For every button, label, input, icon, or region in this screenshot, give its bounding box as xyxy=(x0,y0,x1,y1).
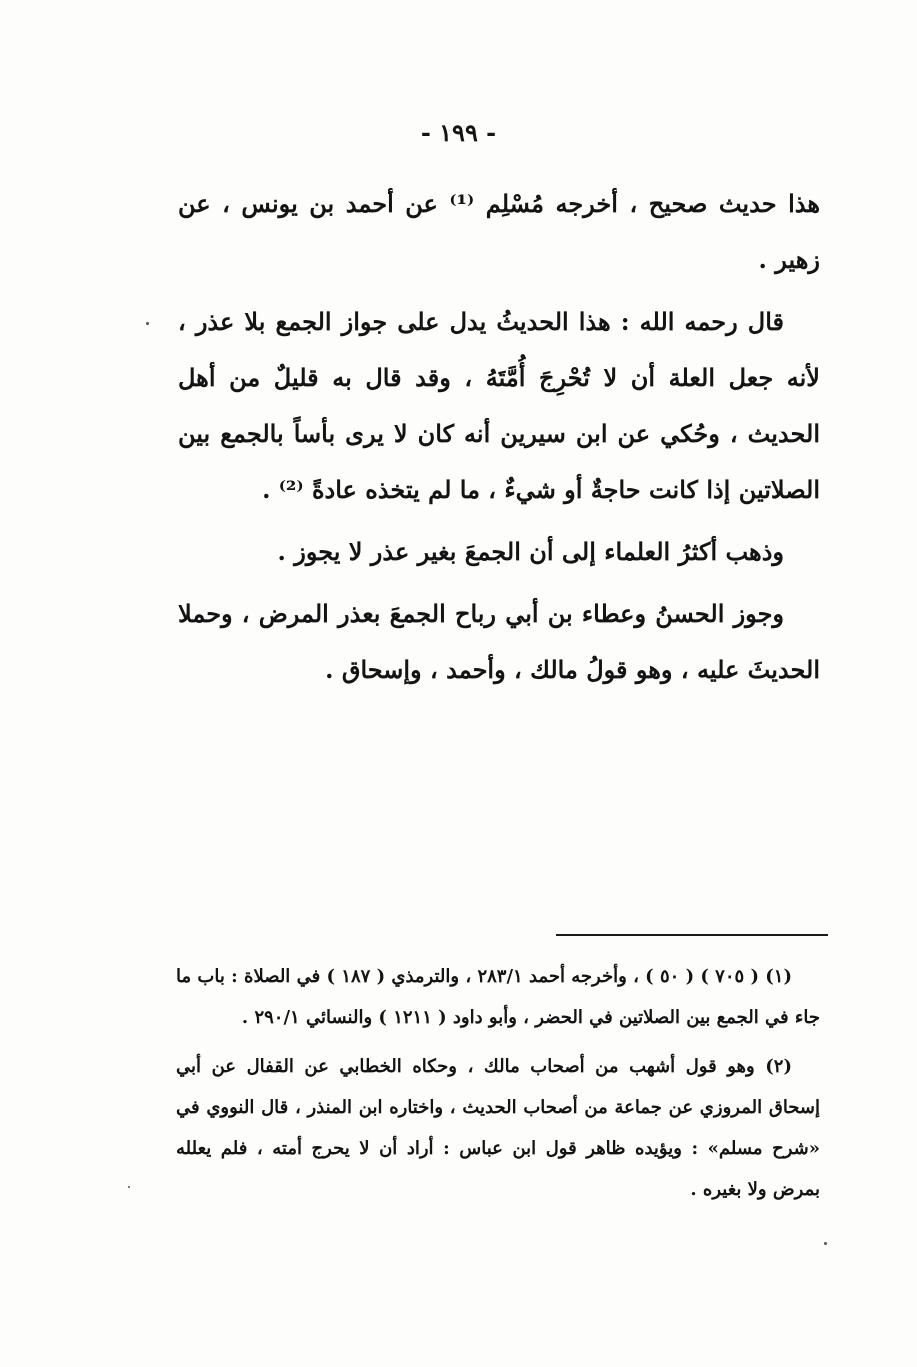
paragraph-commentary: قال رحمه الله : هذا الحديثُ يدل على جواز الجمع بلا عذر ، لأنه جعل العلة أن لا تُحْرِجَ أُمَّتَهُ ، وقد قال به قليلٌ من أهل الحديث ، وحُكي عن ابن سيرين أنه كان لا يرى بأساً بالجمع بين الصلاتين إذا كانت حاجةٌ أو شيءٌ ، ما لم يتخذه عادةً ⁽²⁾ . xyxy=(178,307,820,504)
footnote-2: (٢) وهو قول أشهب من أصحاب مالك ، وحكاه الخطابي عن القفال عن أبي إسحاق المروزي عن جماعة من أصحاب الحديث ، واختاره ابن المنذر ، قال النووي في «شرح مسلم» : ويؤيده ظاهر قول ابن عباس : أراد أن لا يحرج أمته ، فلم يعلله بمرض ولا بغيره . xyxy=(176,1056,820,1200)
footnote-1: (١) ( ٧٠٥ ) ( ٥٠ ) ، وأخرجه أحمد ٢٨٣/١ ، والترمذي ( ١٨٧ ) في الصلاة : باب ما جاء في الجمع بين الصلاتين في الحضر ، وأبو داود ( ١٢١١ ) والنسائي ٢٩٠/١ . xyxy=(176,966,820,1028)
main-text xyxy=(178,176,820,700)
footnotes xyxy=(176,956,820,1210)
footnote-divider xyxy=(556,934,828,936)
page-number: - ١٩٩ - xyxy=(420,118,497,147)
scan-speck xyxy=(824,1242,827,1245)
paragraph-permitted-opinion: وجوز الحسنُ وعطاء بن أبي رباح الجمعَ بعذر المرض ، وحملا الحديثَ عليه ، وهو قولُ مالك ، وأحمد ، وإسحاق . xyxy=(178,599,820,684)
scan-speck xyxy=(146,322,149,325)
paragraph-hadith-source: هذا حديث صحيح ، أخرجه مُسْلِم ⁽¹⁾ عن أحمد بن يونس ، عن زهير . xyxy=(178,189,820,274)
paragraph-majority-opinion: وذهب أكثرُ العلماء إلى أن الجمعَ بغير عذر لا يجوز . xyxy=(277,537,784,566)
scan-speck xyxy=(128,1186,130,1188)
